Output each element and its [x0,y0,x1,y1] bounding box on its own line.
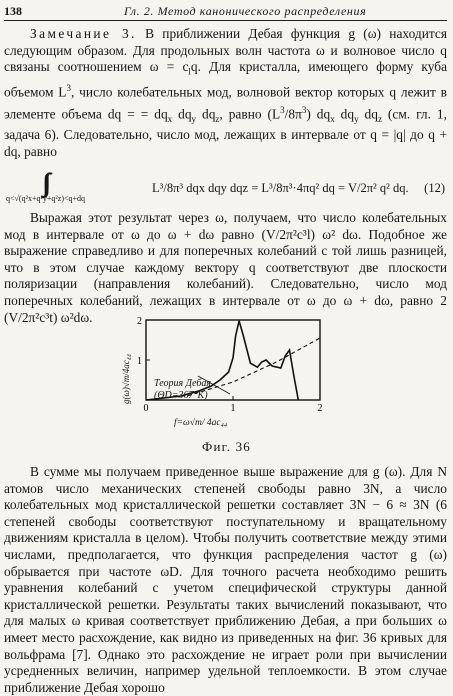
debye-annotation [154,378,211,402]
equation-12 [4,172,447,208]
integral-limits: q<√(q²x+q²y+q²z)<q+dq [6,194,86,203]
paragraph-3: В сумме мы получаем приведенное выше выражение для g (ω). Для N атомов число механических степеней свободы равно 3N, а число колебательных мод кристаллической решетки составляет 3N − 6 ≈ 3N (6 степеней свободы соответствуют поступательному и вращательному движениям кристалла в целом). Чтобы получить соответствие между этими числами, предполагается, что функция распределения частот g (ω) обрывается при частоте ωD. Для точного расчета необходимо решить уравнения колебаний с учетом специфической структуры данной кристаллической решетки. Результаты таких вычислений показывают, что для малых ω кривая соответствует приближению Дебая, а при больших ω имеет место расхождение, как видно из приведенных на фиг. 36 кривых для вольфрама [7]. Однако это расхождение не играет роли при вычислении усредненных величин, например удельной теплоемкости. В этом случае приближение Дебая хорошо [4,464,447,695]
remark-paragraph: Замечание 3. В приближении Дебая функция g (ω) находится следующим образом. Для продольных волн частота ω и волновое число q связаны соотношением $\omega = c_lq$. Для кристалла, имеющего форму куба объемом $L^3$, число колебательных мод, волновой вектор которых q лежит в элементе объема dq = = $dq_x$ $dq_y$ $dq_z$, равно $(L^3/8\pi^3)$ $dq_x$ $dq_y$ $dq_z$ (см. гл. 1, задача 6). Следовательно, число мод, лежащих в интервале от q = |q| до q + dq, равно [4,26,448,159]
y-axis-label: g(ω)√m/4ac₄₄ [121,353,131,405]
page-number: 138 [4,4,22,18]
annotation-line-2: (ΘD=367°K) [154,390,208,401]
remark-label: Замечание 3. [30,26,137,41]
figure-caption: Фиг. 36 [202,439,251,454]
density-of-states-plot [118,314,338,438]
chapter-title: Гл. 2. Метод канонического распределения [124,4,367,18]
equation-body: L³/8π³ dqx dqy dqz = L³/8π³·4πq² dq = V/2π² q² dq. [152,181,409,195]
equation-number: (12) [424,181,445,195]
x-axis-label: f=ω√m/ 4ac₄₄ [174,418,228,428]
annotation-line-1: Теория Дебая [154,378,212,389]
x-tick-label: 0 [143,403,149,414]
y-tick-label: 2 [137,316,142,327]
x-tick-label: 1 [230,403,236,414]
x-tick-label: 2 [317,403,323,414]
paragraph-2: Выражая этот результат через ω, получаем, что число колебательных мод в интервале от ω до ω + dω равно (V/2π²c³l) ω² dω. Подобное же выражение справедливо и для поперечных колебаний с той лишь разницей, что в этом случае каждому вектору q соответствуют две плоскости поляризации (направления колебаний). Следовательно, число мод поперечных колебаний, лежащих в интервале от ω до ω + dω, равно 2 (V/2π²c³t) ω²dω. [4,210,447,325]
running-header [4,3,447,21]
y-tick-label: 1 [137,356,142,367]
